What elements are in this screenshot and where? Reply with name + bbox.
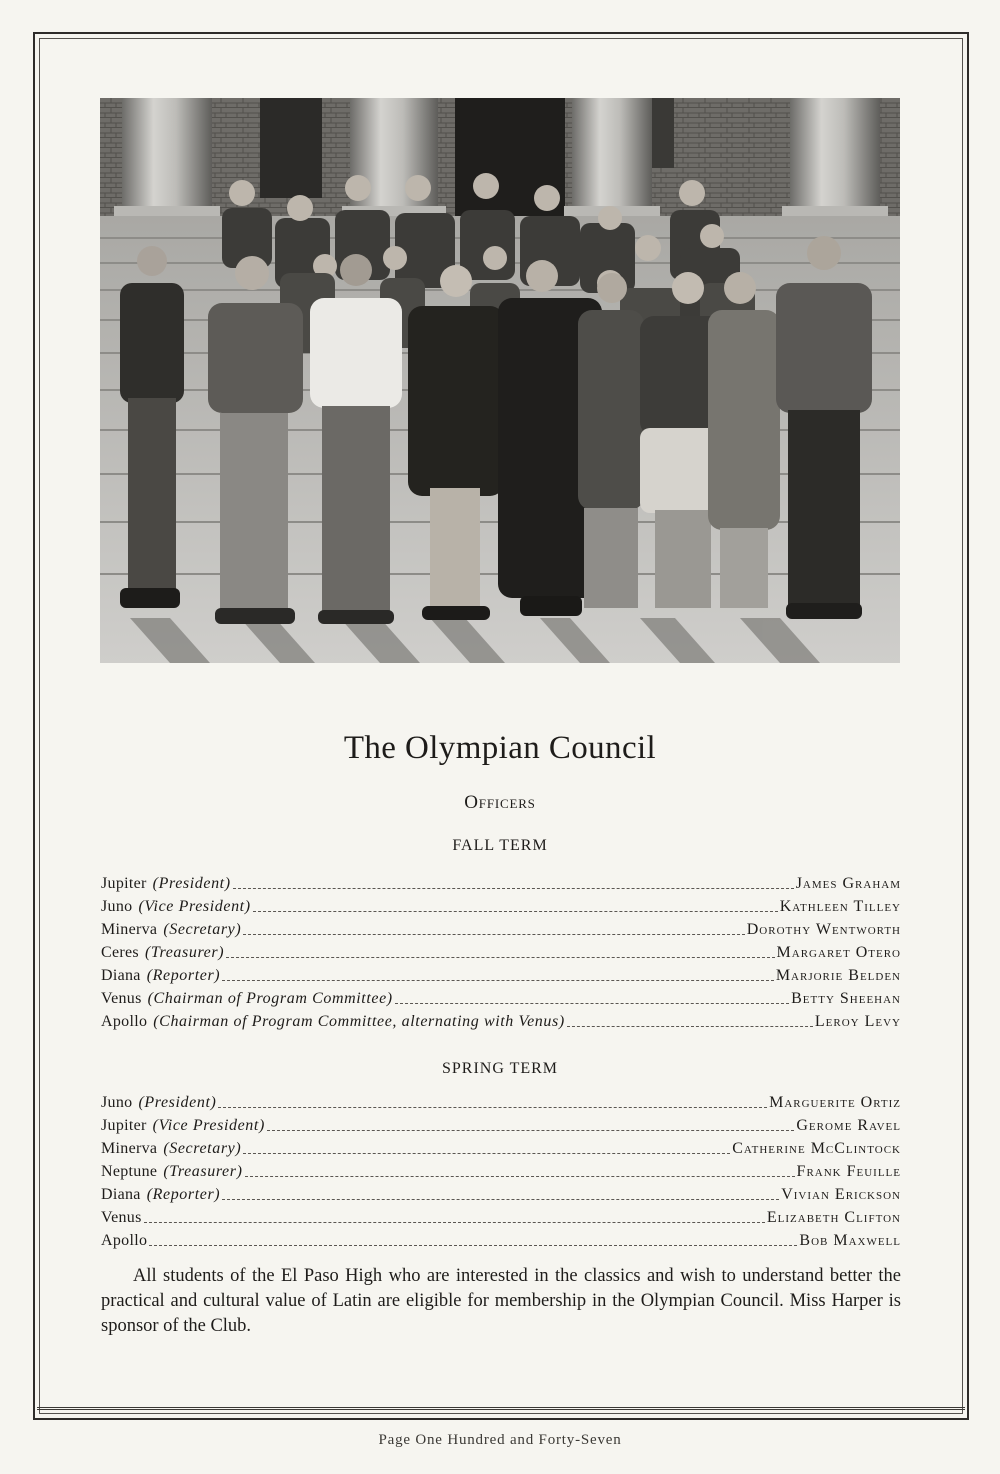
group-photo bbox=[100, 98, 900, 663]
list-item: Apollo Bob Maxwell bbox=[101, 1232, 901, 1249]
list-item: Diana (Reporter) Vivian Erickson bbox=[101, 1186, 901, 1203]
list-item: Venus (Chairman of Program Committee) Betty Sheehan bbox=[101, 990, 901, 1007]
bottom-rule bbox=[37, 1407, 965, 1410]
list-item: Venus Elizabeth Clifton bbox=[101, 1209, 901, 1226]
fall-term-heading: FALL TERM bbox=[452, 837, 548, 854]
list-item: Jupiter (Vice President) Gerome Ravel bbox=[101, 1117, 901, 1134]
list-item: Neptune (Treasurer) Frank Feuille bbox=[101, 1163, 901, 1180]
list-item: Diana (Reporter) Marjorie Belden bbox=[101, 967, 901, 984]
list-item: Ceres (Treasurer) Margaret Otero bbox=[101, 944, 901, 961]
spring-term-heading: SPRING TERM bbox=[441, 1060, 559, 1077]
page-number: Page One Hundred and Forty-Seven bbox=[378, 1432, 622, 1448]
page-title: The Olympian Council bbox=[343, 730, 657, 766]
list-item: Minerva (Secretary) Dorothy Wentworth bbox=[101, 921, 901, 938]
list-item: Apollo (Chairman of Program Committee, alternating with Venus) Leroy Levy bbox=[101, 1013, 901, 1030]
club-description: All students of the El Paso High who are interested in the classics and wish to understand better the practical and cultural value of Latin are eligible for membership in the Olympian Council. Miss Harper is sponsor of the Club. bbox=[101, 1266, 901, 1336]
list-item: Juno (Vice President) Kathleen Tilley bbox=[101, 898, 901, 915]
fall-officers-list bbox=[101, 872, 901, 1033]
officers-heading: Officers bbox=[464, 792, 536, 813]
list-item: Jupiter (President) James Graham bbox=[101, 875, 901, 892]
list-item: Juno (President) Marguerite Ortiz bbox=[101, 1094, 901, 1111]
spring-officers-list bbox=[101, 1091, 901, 1252]
list-item: Minerva (Secretary) Catherine McClintock bbox=[101, 1140, 901, 1157]
